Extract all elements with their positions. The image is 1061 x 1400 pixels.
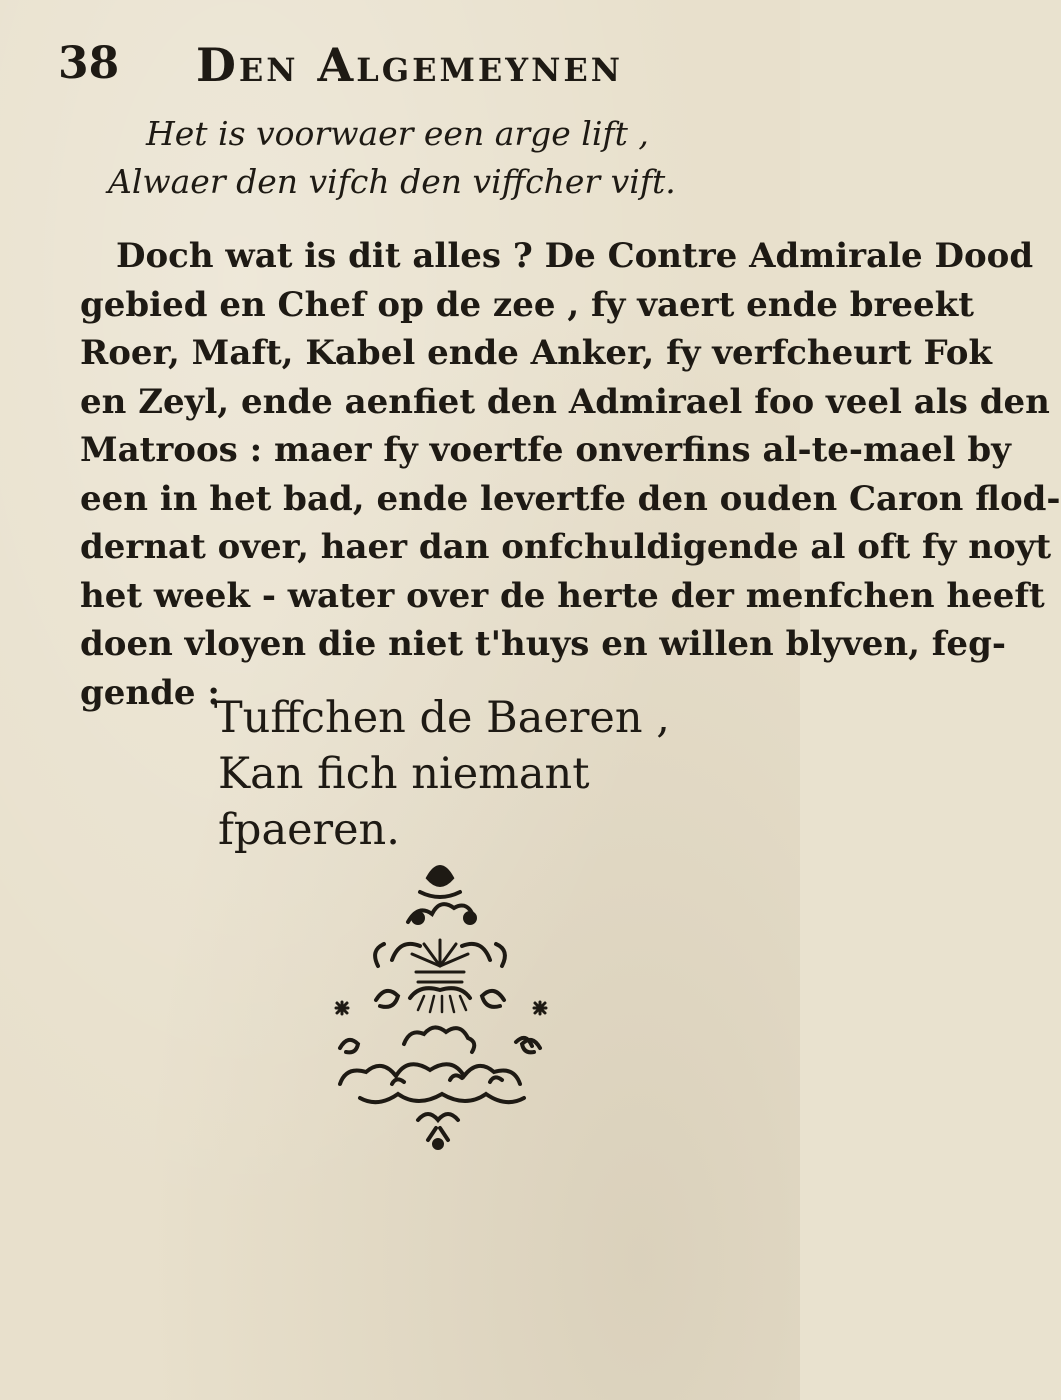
ornament-graphic: [300, 848, 580, 1158]
prose-line: doen vloyen die niet t'huys en willen blyven, feg-: [80, 624, 1006, 664]
prose-line: een in het bad, ende levertfe den ouden Caron flod-: [80, 478, 1061, 519]
prose-line: het week - water over de herte der menfchen heeft: [80, 575, 1045, 616]
floral-vignette-icon: [300, 848, 580, 1158]
prose-line: dernat over, haer dan onfchuldigende al oft fy noyt: [80, 527, 1052, 567]
verse-line: Het is voorwaer een arge lift ,: [146, 114, 649, 153]
closing-couplet: [214, 690, 734, 858]
prose-line: en Zeyl, ende aenfiet den Admirael foo veel als den: [80, 381, 1050, 422]
verse-line: Alwaer den vifch den viffcher vift.: [108, 162, 676, 201]
verse-line: Tuffchen de Baeren ,: [214, 693, 670, 743]
running-head: Den Algemeynen: [196, 38, 624, 92]
prose-line: Matroos : maer fy voertfe onverfins al-te-mael by: [80, 430, 1011, 470]
opening-couplet: [100, 110, 740, 206]
prose-paragraph: [80, 232, 1061, 717]
page-header: [58, 38, 758, 98]
prose-line: Roer, Maft, Kabel ende Anker, fy verfcheurt Fok: [80, 333, 992, 373]
prose-line: gende :: [80, 672, 220, 713]
prose-line: Doch wat is dit alles ? De Contre Admirale Dood: [116, 236, 1034, 276]
verse-line: Kan fich niemant fpaeren.: [218, 749, 590, 855]
page-number: 38: [58, 38, 120, 89]
prose-line: gebied en Chef op de zee , fy vaert ende breekt: [80, 284, 974, 325]
